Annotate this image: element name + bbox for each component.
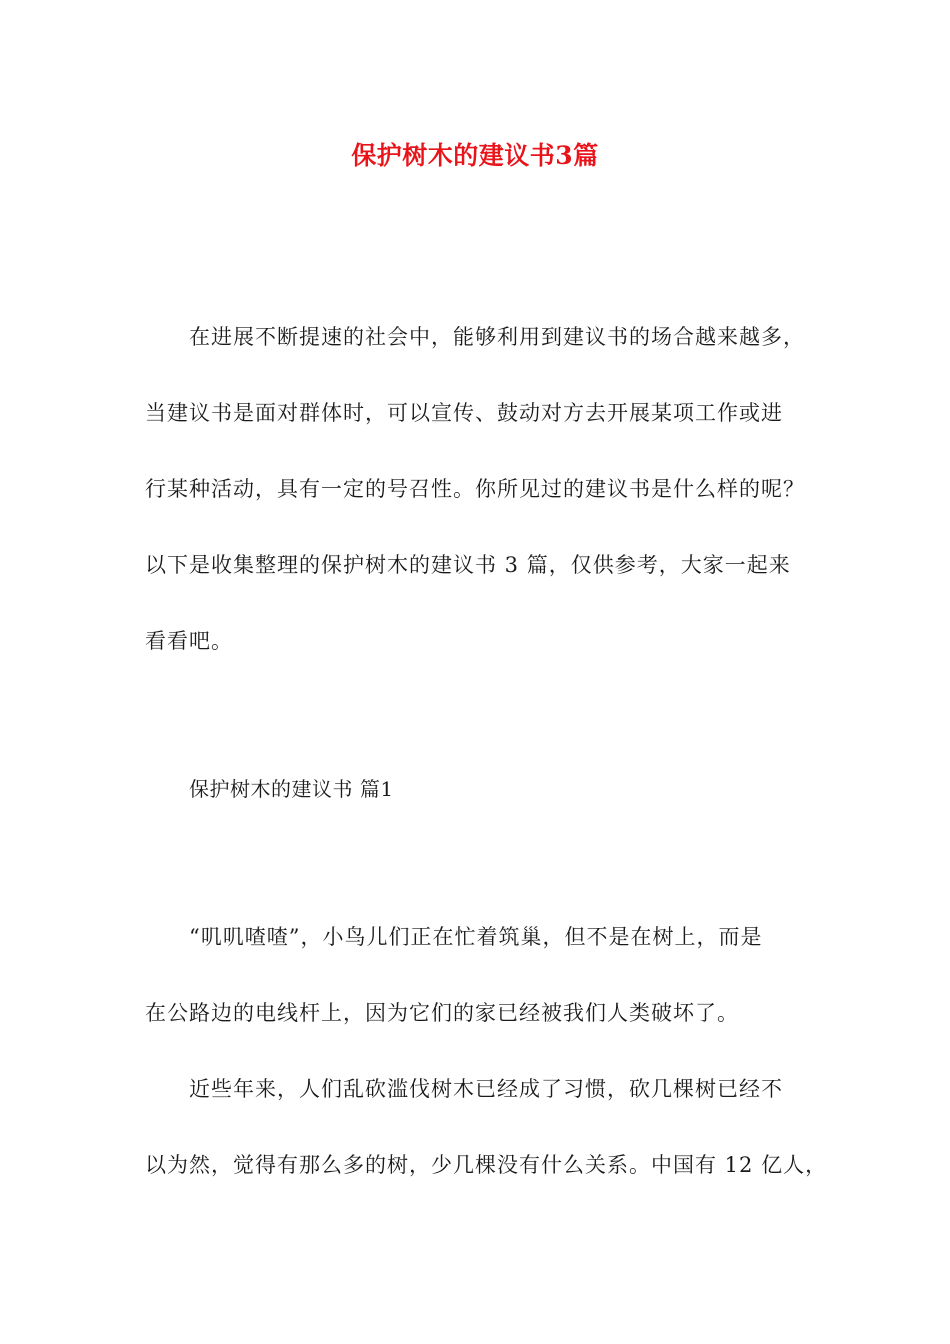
intro-paragraph-line: 以下是收集整理的保护树木的建议书 3 篇，仅供参考，大家一起来 — [145, 553, 791, 577]
document-title: 保护树木的建议书3篇 — [351, 141, 599, 170]
body-paragraph-line: “叽叽喳喳”，小鸟儿们正在忙着筑巢，但不是在树上，而是 — [189, 925, 763, 949]
body-paragraph-line: 近些年来，人们乱砍滥伐树木已经成了习惯，砍几棵树已经不 — [189, 1077, 783, 1101]
intro-paragraph-line: 行某种活动，具有一定的号召性。你所见过的建议书是什么样的呢？ — [145, 477, 805, 501]
body-paragraph-line: 在公路边的电线杆上，因为它们的家已经被我们人类破坏了。 — [145, 1001, 739, 1025]
intro-paragraph-line: 当建议书是面对群体时，可以宣传、鼓动对方去开展某项工作或进 — [145, 401, 783, 425]
intro-paragraph-line: 看看吧。 — [145, 629, 233, 653]
section-heading: 保护树木的建议书 篇1 — [189, 777, 394, 801]
body-paragraph-line: 以为然，觉得有那么多的树，少几棵没有什么关系。中国有 12 亿人， — [145, 1153, 828, 1177]
intro-paragraph-line: 在进展不断提速的社会中，能够利用到建议书的场合越来越多， — [189, 325, 805, 349]
